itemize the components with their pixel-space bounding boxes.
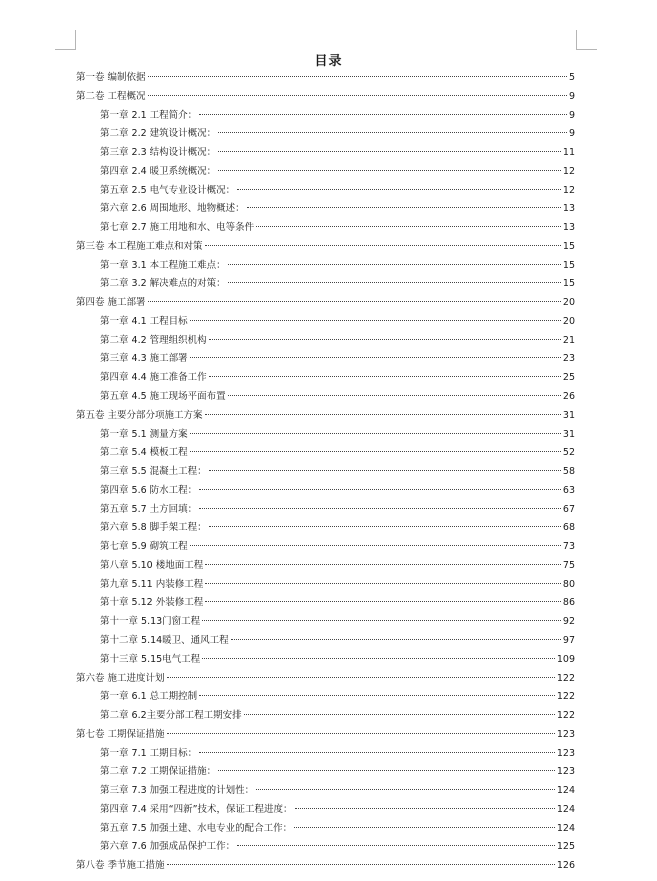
toc-leader-dots xyxy=(199,752,555,753)
toc-entry-chapter[interactable] xyxy=(76,332,575,351)
toc-page-number: 86 xyxy=(562,597,575,609)
toc-leader-dots xyxy=(247,207,561,208)
toc-page-number: 31 xyxy=(562,428,575,440)
toc-entry-text: 第三章 5.5 混凝土工程： xyxy=(100,466,207,478)
toc-entry-text: 第三章 7.3 加强工程进度的计划性： xyxy=(100,785,255,797)
toc-entry-text: 第五章 2.5 电气专业设计概况： xyxy=(100,184,236,196)
toc-entry-chapter[interactable] xyxy=(76,745,575,764)
toc-entry-volume[interactable] xyxy=(76,407,575,426)
toc-entry-chapter[interactable] xyxy=(76,707,575,726)
toc-leader-dots xyxy=(167,864,555,865)
toc-leader-dots xyxy=(294,827,555,828)
toc-entry-text: 第五卷 主要分部分项施工方案 xyxy=(76,409,203,421)
toc-entry-text: 第十章 5.12 外装修工程 xyxy=(100,597,204,609)
toc-leader-dots xyxy=(148,95,567,96)
toc-page-number: 12 xyxy=(562,165,575,177)
toc-leader-dots xyxy=(237,189,561,190)
toc-page-number: 123 xyxy=(556,747,575,759)
toc-entry-chapter[interactable] xyxy=(76,125,575,144)
toc-entry-chapter[interactable] xyxy=(76,613,575,632)
toc-page-number: 12 xyxy=(562,184,575,196)
toc-entry-chapter[interactable] xyxy=(76,388,575,407)
toc-leader-dots xyxy=(190,357,561,358)
toc-leader-dots xyxy=(167,733,555,734)
toc-page-number: 124 xyxy=(556,785,575,797)
toc-page-number: 21 xyxy=(562,334,575,346)
toc-leader-dots xyxy=(205,583,561,584)
toc-entry-text: 第七章 2.7 施工用地和水、电等条件 xyxy=(100,222,255,234)
toc-entry-chapter[interactable] xyxy=(76,107,575,126)
toc-entry-chapter[interactable] xyxy=(76,820,575,839)
toc-entry-chapter[interactable] xyxy=(76,838,575,857)
toc-leader-dots xyxy=(199,489,561,490)
toc-entry-chapter[interactable] xyxy=(76,688,575,707)
toc-entry-text: 第六卷 施工进度计划 xyxy=(76,672,165,684)
toc-entry-chapter[interactable] xyxy=(76,801,575,820)
toc-leader-dots xyxy=(148,76,567,77)
toc-entry-chapter[interactable] xyxy=(76,369,575,388)
table-of-contents xyxy=(76,69,575,876)
toc-page-number: 124 xyxy=(556,822,575,834)
toc-entry-chapter[interactable] xyxy=(76,426,575,445)
toc-leader-dots xyxy=(199,114,567,115)
toc-entry-text: 第四章 2.4 暖卫系统概况： xyxy=(100,165,217,177)
toc-entry-chapter[interactable] xyxy=(76,782,575,801)
toc-entry-text: 第一章 7.1 工期目标： xyxy=(100,747,198,759)
toc-leader-dots xyxy=(218,170,561,171)
toc-entry-text: 第七章 5.9 砌筑工程 xyxy=(100,541,188,553)
toc-leader-dots xyxy=(228,282,561,283)
toc-entry-text: 第三章 4.3 施工部署 xyxy=(100,353,188,365)
toc-entry-chapter[interactable] xyxy=(76,163,575,182)
toc-leader-dots xyxy=(218,132,567,133)
toc-entry-volume[interactable] xyxy=(76,857,575,876)
toc-leader-dots xyxy=(218,151,561,152)
toc-page-number: 122 xyxy=(556,691,575,703)
page-corner-mark xyxy=(576,30,577,50)
toc-entry-volume[interactable] xyxy=(76,670,575,689)
toc-leader-dots xyxy=(237,845,555,846)
toc-entry-text: 第十三章 5.15电气工程 xyxy=(100,653,201,665)
toc-entry-text: 第二章 6.2主要分部工程工期安排 xyxy=(100,710,242,722)
toc-leader-dots xyxy=(205,245,561,246)
toc-entry-volume[interactable] xyxy=(76,238,575,257)
toc-entry-text: 第四卷 施工部署 xyxy=(76,297,146,309)
toc-entry-chapter[interactable] xyxy=(76,444,575,463)
toc-page-number: 23 xyxy=(562,353,575,365)
toc-leader-dots xyxy=(228,395,561,396)
page-corner-mark xyxy=(75,30,76,50)
toc-leader-dots xyxy=(209,339,561,340)
toc-page-number: 11 xyxy=(562,147,575,159)
toc-page-number: 109 xyxy=(556,653,575,665)
toc-entry-text: 第七卷 工期保证措施 xyxy=(76,728,165,740)
toc-entry-volume[interactable] xyxy=(76,726,575,745)
toc-entry-text: 第一章 5.1 测量方案 xyxy=(100,428,188,440)
toc-entry-chapter[interactable] xyxy=(76,275,575,294)
toc-entry-chapter[interactable] xyxy=(76,200,575,219)
toc-page-number: 123 xyxy=(556,766,575,778)
toc-page-number: 92 xyxy=(562,616,575,628)
toc-entry-chapter[interactable] xyxy=(76,182,575,201)
toc-leader-dots xyxy=(228,264,561,265)
toc-entry-text: 第一卷 编制依据 xyxy=(76,72,146,83)
toc-entry-text: 第二章 2.2 建筑设计概况： xyxy=(100,128,217,140)
toc-leader-dots xyxy=(167,677,555,678)
toc-entry-chapter[interactable] xyxy=(76,651,575,670)
toc-page-number: 13 xyxy=(562,222,575,234)
toc-page-number: 80 xyxy=(562,578,575,590)
toc-entry-chapter[interactable] xyxy=(76,632,575,651)
toc-entry-chapter[interactable] xyxy=(76,538,575,557)
toc-leader-dots xyxy=(256,789,555,790)
toc-leader-dots xyxy=(205,564,561,565)
toc-leader-dots xyxy=(231,639,561,640)
toc-entry-chapter[interactable] xyxy=(76,219,575,238)
toc-page-number: 5 xyxy=(568,72,575,83)
toc-entry-text: 第六章 5.8 脚手架工程： xyxy=(100,522,207,534)
toc-leader-dots xyxy=(148,301,561,302)
toc-leader-dots xyxy=(199,508,561,509)
toc-entry-chapter[interactable] xyxy=(76,313,575,332)
toc-entry-chapter[interactable] xyxy=(76,594,575,613)
toc-page-number: 20 xyxy=(562,315,575,327)
toc-leader-dots xyxy=(199,695,555,696)
toc-page-number: 122 xyxy=(556,672,575,684)
toc-entry-chapter[interactable] xyxy=(76,350,575,369)
toc-entry-text: 第五章 5.7 土方回填： xyxy=(100,503,198,515)
toc-entry-volume[interactable] xyxy=(76,88,575,107)
toc-page-number: 13 xyxy=(562,203,575,215)
toc-page-number: 15 xyxy=(562,278,575,290)
toc-page-number: 15 xyxy=(562,259,575,271)
toc-page-number: 9 xyxy=(568,128,575,140)
toc-page-number: 63 xyxy=(562,484,575,496)
toc-entry-chapter[interactable] xyxy=(76,519,575,538)
toc-leader-dots xyxy=(190,320,561,321)
toc-entry-chapter[interactable] xyxy=(76,144,575,163)
toc-entry-chapter[interactable] xyxy=(76,257,575,276)
toc-entry-text: 第八卷 季节施工措施 xyxy=(76,860,165,872)
toc-leader-dots xyxy=(209,470,561,471)
toc-entry-text: 第三章 2.3 结构设计概况： xyxy=(100,147,217,159)
toc-page-number: 75 xyxy=(562,559,575,571)
toc-entry-volume[interactable] xyxy=(76,69,575,88)
toc-leader-dots xyxy=(190,545,561,546)
toc-page-number: 126 xyxy=(556,860,575,872)
toc-leader-dots xyxy=(190,451,561,452)
toc-entry-text: 第五章 7.5 加强土建、水电专业的配合工作： xyxy=(100,822,293,834)
toc-entry-text: 第二章 7.2 工期保证措施： xyxy=(100,766,217,778)
toc-entry-text: 第六章 7.6 加强成品保护工作： xyxy=(100,841,236,853)
toc-entry-text: 第一章 3.1 本工程施工难点： xyxy=(100,259,226,271)
toc-page-number: 123 xyxy=(556,728,575,740)
toc-entry-text: 第六章 2.6 周围地形、地物概述： xyxy=(100,203,245,215)
toc-entry-text: 第一章 2.1 工程简介： xyxy=(100,109,198,121)
toc-entry-chapter[interactable] xyxy=(76,576,575,595)
toc-leader-dots xyxy=(190,433,561,434)
toc-entry-text: 第一章 4.1 工程目标 xyxy=(100,315,188,327)
toc-entry-text: 第一章 6.1 总工期控制 xyxy=(100,691,198,703)
toc-title: 目录 xyxy=(314,54,343,69)
toc-entry-text: 第十二章 5.14暖卫、通风工程 xyxy=(100,634,229,646)
toc-page-number: 9 xyxy=(568,109,575,121)
toc-entry-text: 第二章 5.4 模板工程 xyxy=(100,447,188,459)
toc-entry-text: 第五章 4.5 施工现场平面布置 xyxy=(100,391,226,403)
toc-entry-chapter[interactable] xyxy=(76,463,575,482)
toc-page-number: 58 xyxy=(562,466,575,478)
toc-entry-chapter[interactable] xyxy=(76,763,575,782)
toc-entry-text: 第四章 7.4 采用“四新”技术，保证工程进度： xyxy=(100,803,293,815)
toc-page-number: 97 xyxy=(562,634,575,646)
toc-page-number: 20 xyxy=(562,297,575,309)
toc-page-number: 52 xyxy=(562,447,575,459)
toc-page-number: 125 xyxy=(556,841,575,853)
toc-entry-text: 第三卷 本工程施工难点和对策 xyxy=(76,240,203,252)
toc-entry-text: 第四章 5.6 防水工程： xyxy=(100,484,198,496)
toc-leader-dots xyxy=(209,526,561,527)
toc-page-number: 9 xyxy=(568,90,575,102)
toc-leader-dots xyxy=(209,376,561,377)
toc-leader-dots xyxy=(295,808,555,809)
toc-page-number: 73 xyxy=(562,541,575,553)
toc-leader-dots xyxy=(256,226,561,227)
toc-page-number: 124 xyxy=(556,803,575,815)
toc-entry-text: 第二卷 工程概况 xyxy=(76,90,146,102)
toc-entry-chapter[interactable] xyxy=(76,557,575,576)
toc-entry-text: 第二章 4.2 管理组织机构 xyxy=(100,334,207,346)
toc-entry-text: 第八章 5.10 楼地面工程 xyxy=(100,559,204,571)
toc-page-number: 15 xyxy=(562,240,575,252)
toc-entry-text: 第四章 4.4 施工准备工作 xyxy=(100,372,207,384)
toc-page-number: 68 xyxy=(562,522,575,534)
toc-entry-text: 第十一章 5.13门窗工程 xyxy=(100,616,201,628)
toc-leader-dots xyxy=(244,714,555,715)
toc-leader-dots xyxy=(202,620,561,621)
toc-page-number: 26 xyxy=(562,391,575,403)
toc-entry-chapter[interactable] xyxy=(76,482,575,501)
toc-leader-dots xyxy=(205,601,561,602)
toc-entry-text: 第九章 5.11 内装修工程 xyxy=(100,578,204,590)
toc-entry-chapter[interactable] xyxy=(76,501,575,520)
toc-leader-dots xyxy=(205,414,561,415)
toc-page-number: 67 xyxy=(562,503,575,515)
toc-leader-dots xyxy=(202,658,555,659)
toc-leader-dots xyxy=(218,770,555,771)
toc-page-number: 25 xyxy=(562,372,575,384)
toc-page-number: 31 xyxy=(562,409,575,421)
toc-entry-volume[interactable] xyxy=(76,294,575,313)
toc-page-number: 122 xyxy=(556,710,575,722)
toc-entry-text: 第二章 3.2 解决难点的对策： xyxy=(100,278,226,290)
